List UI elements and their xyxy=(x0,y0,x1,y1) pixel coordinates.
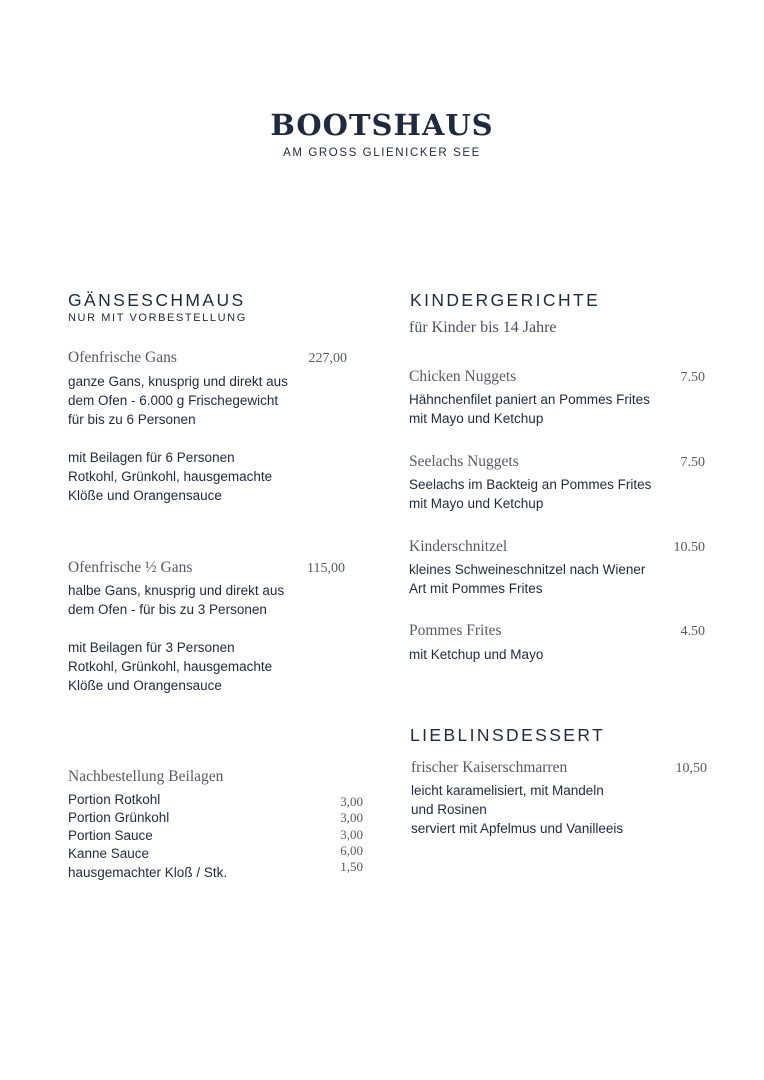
menu-item-name: Kinderschnitzel xyxy=(409,538,508,555)
extras-item-price: 3,00 xyxy=(340,827,363,842)
extras-item-price: 6,00 xyxy=(340,843,363,858)
section-title-kindergerichte: KINDERGERICHTE xyxy=(410,290,601,310)
description-line: und Rosinen xyxy=(411,802,487,817)
menu-item-price: 10.50 xyxy=(673,540,705,555)
extras-item-name: Portion Rotkohl xyxy=(68,792,161,807)
description-line: mit Ketchup und Mayo xyxy=(409,647,544,662)
description-line: leicht karamelisiert, mit Mandeln xyxy=(411,783,604,798)
extras-item-price: 3,00 xyxy=(340,794,363,809)
menu-item-name: Chicken Nuggets xyxy=(409,368,517,385)
description-line: Hähnchenfilet paniert an Pommes Frites xyxy=(409,392,650,407)
description-line: mit Mayo und Ketchup xyxy=(409,496,544,511)
extras-item-name: Portion Sauce xyxy=(68,828,153,843)
menu-item-description xyxy=(68,372,288,505)
section-subtitle-vorbestellung: NUR MIT VORBESTELLUNG xyxy=(68,312,247,324)
brand-logo: BOOTSHAUS xyxy=(270,108,494,142)
menu-item-name: Ofenfrische Gans xyxy=(68,349,177,366)
description-line: Rotkohl, Grünkohl, hausgemachte xyxy=(68,659,273,674)
description-line: mit Beilagen für 6 Personen xyxy=(68,450,235,465)
description-line: mit Beilagen für 3 Personen xyxy=(68,640,235,655)
menu-item-price: 115,00 xyxy=(307,561,345,576)
description-line: Art mit Pommes Frites xyxy=(409,581,543,596)
menu-item-description xyxy=(409,390,650,428)
extras-item-price: 1,50 xyxy=(340,859,363,874)
menu-item-description xyxy=(409,475,651,513)
description-line: Seelachs im Backteig an Pommes Frites xyxy=(409,477,652,492)
description-line: dem Ofen - 6.000 g Frischegewicht xyxy=(68,393,279,408)
description-line: dem Ofen - für bis zu 3 Personen xyxy=(68,602,267,617)
description-line: serviert mit Apfelmus und Vanilleeis xyxy=(411,821,624,836)
menu-item-price: 10,50 xyxy=(675,761,707,776)
section-note: für Kinder bis 14 Jahre xyxy=(409,319,557,336)
description-line: Klöße und Orangensauce xyxy=(68,488,222,503)
extras-item-price: 3,00 xyxy=(340,810,363,825)
menu-item-description xyxy=(411,781,623,838)
menu-item-price: 227,00 xyxy=(308,351,347,366)
menu-item-description xyxy=(409,645,543,664)
extras-item-name: Kanne Sauce xyxy=(68,846,150,861)
section-title-dessert: LIEBLINSDESSERT xyxy=(410,725,606,745)
extras-item-name: hausgemachter Kloß / Stk. xyxy=(68,865,228,880)
extras-item-name: Portion Grünkohl xyxy=(68,810,170,825)
menu-item-name: Seelachs Nuggets xyxy=(409,453,519,470)
menu-item-price: 7.50 xyxy=(680,455,705,470)
extras-title: Nachbestellung Beilagen xyxy=(68,768,224,785)
description-line: Rotkohl, Grünkohl, hausgemachte xyxy=(68,469,273,484)
description-line: ganze Gans, knusprig und direkt aus xyxy=(68,374,288,389)
description-line: halbe Gans, knusprig und direkt aus xyxy=(68,583,285,598)
menu-item-name: Pommes Frites xyxy=(409,622,502,639)
menu-item-price: 4.50 xyxy=(680,624,705,639)
menu-item-name: Ofenfrische ½ Gans xyxy=(68,559,193,576)
menu-item-description xyxy=(68,581,284,695)
description-line: Klöße und Orangensauce xyxy=(68,678,222,693)
menu-item-name: frischer Kaiserschmarren xyxy=(411,759,568,776)
description-line: für bis zu 6 Personen xyxy=(68,412,196,427)
description-line: mit Mayo und Ketchup xyxy=(409,411,544,426)
menu-item-description xyxy=(409,560,645,598)
section-title-gaenseschmaus: GÄNSESCHMAUS xyxy=(68,290,246,310)
description-line: kleines Schweineschnitzel nach Wiener xyxy=(409,562,646,577)
brand-subtitle: AM GROSS GLIENICKER SEE xyxy=(283,147,481,159)
menu-item-price: 7.50 xyxy=(680,370,705,385)
